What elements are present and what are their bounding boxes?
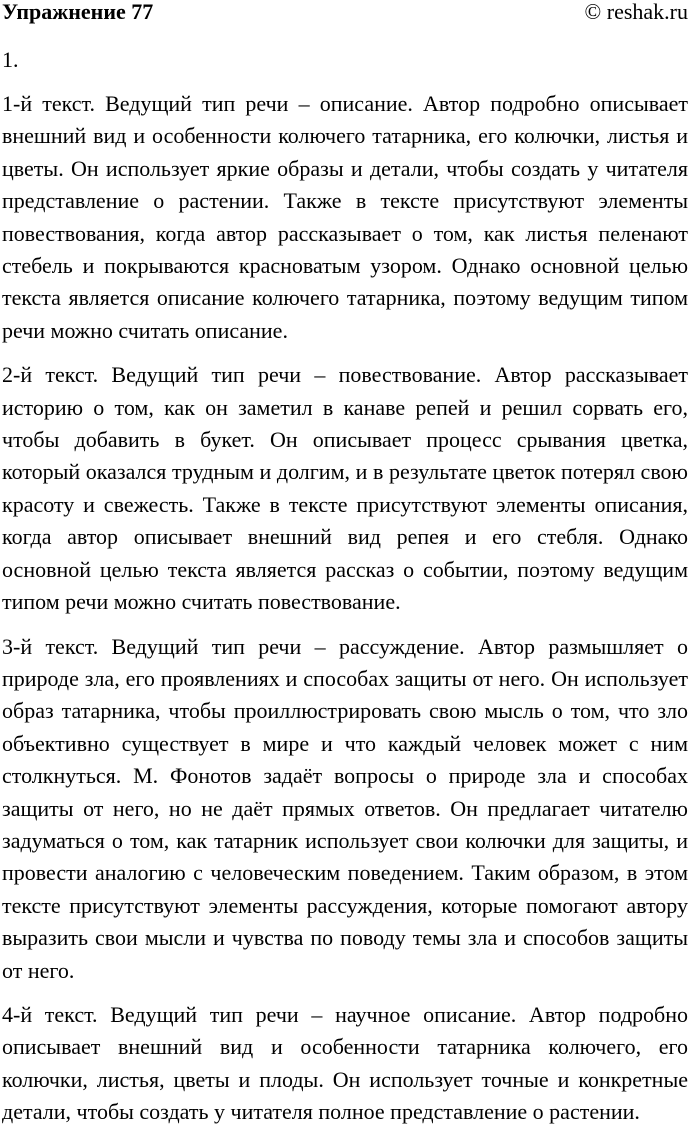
paragraph-text-4: 4-й текст. Ведущий тип речи – научное описание. Автор подробно описывает внешний вид и особенности татарника колючего, его колючки, листья, цветы и плоды. Он использует точные и конкретные детали, чтобы создать у читателя полное представление о растении. bbox=[2, 1001, 688, 1125]
section-number: 1. bbox=[2, 47, 19, 72]
page-header bbox=[0, 0, 692, 32]
exercise-title: Упражнение 77 bbox=[2, 0, 154, 24]
paragraph-text-3: 3-й текст. Ведущий тип речи – рассуждение. Автор размышляет о природе зла, его проявлениях и способах защиты от него. Он использует образ татарника, чтобы проиллюстрировать свою мысль о том, что зло объективно существует в мире и что каждый человек может с ним столкнуться. М. Фонотов задаёт вопросы о природе зла и способах защиты от него, но не даёт прямых ответов. Он предлагает читателю задуматься о том, как татарник использует свои колючки для защиты, и провести аналогию с человеческим поведением. Таким образом, в этом тексте присутствуют элементы рассуждения, которые помогают автору выразить свои мысли и чувства по поводу темы зла и способов защиты от него. bbox=[2, 633, 688, 983]
answer-text bbox=[0, 88, 692, 1129]
paragraph-text-2: 2-й текст. Ведущий тип речи – повествование. Автор рассказывает историю о том, как он заметил в канаве репей и решил сорвать его, чтобы добавить в букет. Он описывает процесс срывания цветка, который оказался трудным и долгим, и в результате цветок потерял свою красоту и свежесть. Также в тексте присутствуют элементы описания, когда автор описывает внешний вид репея и его стебля. Однако основной целью текста является рассказ о событии, поэтому ведущим типом речи можно считать повествование. bbox=[2, 362, 688, 615]
paragraph-text-1: 1-й текст. Ведущий тип речи – описание. Автор подробно описывает внешний вид и особенности колючего татарника, его колючки, листья и цветы. Он использует яркие образы и детали, чтобы создать у читателя представление о растении. Также в тексте присутствуют элементы повествования, когда автор рассказывает о том, как листья пеленают стебель и покрываются красноватым узором. Однако основной целью текста является описание колючего татарника, поэтому ведущим типом речи можно считать описание. bbox=[2, 91, 688, 343]
copyright-label: © reshak.ru bbox=[584, 0, 688, 24]
